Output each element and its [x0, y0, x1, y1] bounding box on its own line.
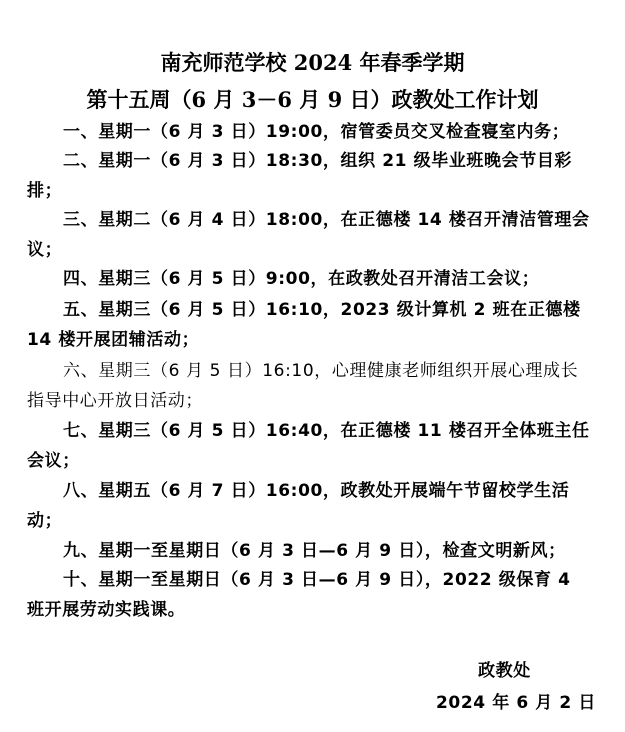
plan-item-9: 九、星期一至星期日（6 月 3 日—6 月 9 日），检查文明新风； [63, 541, 566, 561]
document-title-line2: 第十五周（6 月 3－6 月 9 日）政教处工作计划 [86, 87, 539, 112]
signature-department: 政教处 [478, 661, 531, 681]
plan-item-8: 八、星期五（6 月 7 日）16:00，政教处开展端午节留校学生活动； [27, 481, 570, 531]
plan-item-7: 七、星期三（6 月 5 日）16:40，在正德楼 11 楼召开全体班主任会议； [27, 421, 590, 471]
plan-item-6: 六、星期三（6 月 5 日）16:10，心理健康老师组织开展心理成长指导中心开放日活动； [27, 361, 579, 411]
document-title-line1: 南充师范学校 2024 年春季学期 [160, 50, 465, 75]
plan-item-4: 四、星期三（6 月 5 日）9:00，在政教处召开清洁工会议； [63, 269, 540, 289]
plan-item-3: 三、星期二（6 月 4 日）18:00，在正德楼 14 楼召开清洁管理会议； [27, 210, 590, 260]
plan-item-10: 十、星期一至星期日（6 月 3 日—6 月 9 日），2022 级保育 4 班开展劳动实践课。 [27, 570, 571, 620]
plan-item-2: 二、星期一（6 月 3 日）18:30，组织 21 级毕业班晚会节目彩排； [27, 151, 573, 201]
plan-item-5: 五、星期三（6 月 5 日）16:10，2023 级计算机 2 班在正德楼 14 楼开展团辅活动； [27, 300, 581, 350]
plan-item-1: 一、星期一（6 月 3 日）19:00，宿管委员交叉检查寝室内务； [63, 122, 570, 142]
signature-date: 2024 年 6 月 2 日 [436, 693, 596, 713]
